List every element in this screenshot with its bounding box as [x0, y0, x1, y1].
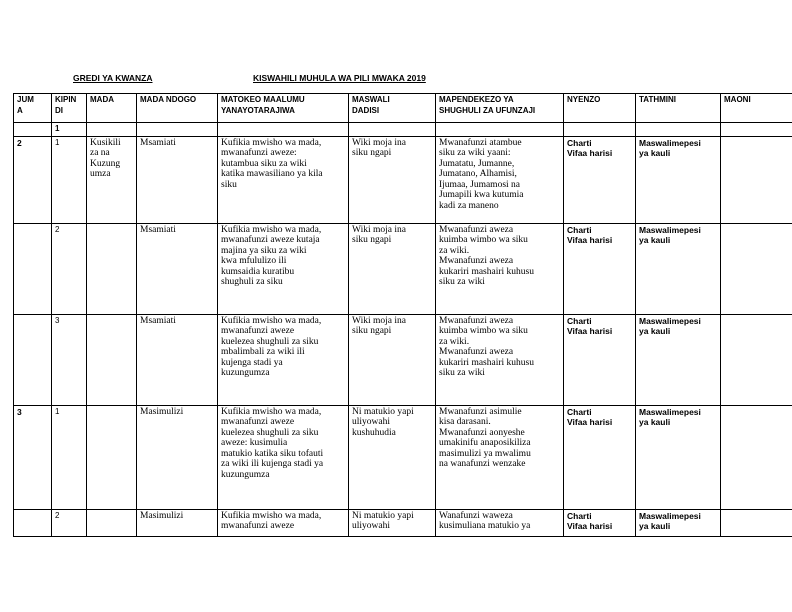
subtopic-cell: Msamiati	[137, 136, 218, 223]
cell-line: Kusikili	[90, 137, 121, 148]
header-line: MADA NDOGO	[140, 95, 197, 104]
subheader-cell	[564, 123, 636, 137]
subtopic-cell: Masimulizi	[137, 405, 218, 509]
cell-line: Charti	[567, 315, 592, 326]
resources-cell	[564, 223, 636, 314]
resources-cell	[564, 509, 636, 536]
header-line: MASWALI	[352, 95, 390, 104]
cell-line: kuimba wimbo wa siku	[439, 326, 528, 336]
cell-line: Vifaa harisi	[567, 148, 613, 158]
table-row	[14, 223, 792, 314]
cell-line: Wiki moja ina	[352, 224, 406, 235]
cell-line: mwanafunzi aweze:	[221, 148, 297, 158]
activities-cell	[436, 509, 564, 536]
subheader-kipindi: 1	[52, 123, 87, 137]
remarks-cell	[721, 223, 792, 314]
scheme-of-work-table	[13, 93, 792, 537]
inquiry-questions-cell	[349, 509, 436, 536]
outcomes-cell	[218, 314, 349, 405]
assessment-cell	[636, 136, 721, 223]
cell-line: mbalimbali za wiki ili	[221, 347, 305, 357]
week-cell	[14, 314, 52, 405]
lesson-cell: 3	[52, 314, 87, 405]
outcomes-cell	[218, 223, 349, 314]
topic-cell	[87, 509, 137, 536]
cell-line: Jumapili kwa kutumia	[439, 190, 524, 200]
cell-line: Vifaa harisi	[567, 521, 613, 531]
cell-line: Kufikia mwisho wa mada,	[221, 224, 322, 235]
cell-line: Kufikia mwisho wa mada,	[221, 315, 322, 326]
cell-line: uliyowahi	[352, 417, 390, 427]
cell-line: kukariri mashairi kuhusu	[439, 266, 534, 277]
cell-line: na wanafunzi wenzake	[439, 459, 526, 469]
header-line: TATHMINI	[639, 95, 677, 104]
lesson-cell: 1	[52, 136, 87, 223]
remarks-cell	[721, 136, 792, 223]
cell-line: uliyowahi	[352, 521, 390, 531]
subheader-cell	[721, 123, 792, 137]
subheader-cell	[218, 123, 349, 137]
cell-line: mwanafunzi aweze	[221, 417, 295, 427]
col-mada-ndogo-header	[137, 94, 218, 123]
cell-line: kisa darasani.	[439, 417, 491, 427]
cell-line: Vifaa harisi	[567, 417, 613, 427]
cell-line: Maswalimepesi	[639, 224, 701, 235]
assessment-cell	[636, 405, 721, 509]
subheader-cell	[636, 123, 721, 137]
cell-line: katika mawasiliano ya kila	[221, 169, 323, 179]
cell-line: Wanafunzi waweza	[439, 510, 513, 521]
col-maoni-header	[721, 94, 792, 123]
header-line: NYENZO	[567, 95, 601, 104]
cell-line: Kufikia mwisho wa mada,	[221, 510, 322, 521]
subheader-cell	[436, 123, 564, 137]
cell-line: siku ngapi	[352, 148, 392, 158]
header-line: YANAYOTARAJIWA	[221, 105, 295, 115]
cell-line: siku ngapi	[352, 326, 392, 336]
cell-line: kuzungumza	[221, 368, 270, 378]
inquiry-questions-cell	[349, 223, 436, 314]
cell-line: Maswalimepesi	[639, 315, 701, 326]
cell-line: kuelezea shughuli za siku	[221, 427, 319, 438]
subtopic-cell: Msamiati	[137, 223, 218, 314]
cell-line: ya kauli	[639, 326, 671, 336]
cell-line: Charti	[567, 406, 592, 417]
cell-line: siku	[221, 179, 237, 190]
assessment-cell	[636, 314, 721, 405]
table-row	[14, 136, 792, 223]
header-line: JUM	[17, 95, 34, 104]
cell-line: siku za wiki	[439, 368, 485, 378]
subheader-cell	[349, 123, 436, 137]
cell-line: mwanafunzi aweze	[221, 521, 295, 531]
subtopic-cell: Msamiati	[137, 314, 218, 405]
cell-line: kushuhudia	[352, 427, 396, 438]
outcomes-cell	[218, 136, 349, 223]
activities-cell	[436, 136, 564, 223]
cell-line: kuelezea shughuli za siku	[221, 336, 319, 347]
col-mapendekezo-header	[436, 94, 564, 123]
cell-line: Kufikia mwisho wa mada,	[221, 137, 322, 148]
header-line: DI	[55, 105, 63, 115]
week-cell: 3	[14, 405, 52, 509]
cell-line: umza	[90, 169, 111, 179]
cell-line: kumsaidia kuratibu	[221, 266, 295, 277]
table-row	[14, 314, 792, 405]
week-cell	[14, 509, 52, 536]
cell-line: siku ngapi	[352, 235, 392, 245]
cell-line: matukio katika siku tofauti	[221, 448, 324, 459]
outcomes-cell	[218, 509, 349, 536]
cell-line: kadi za maneno	[439, 200, 499, 211]
topic-cell	[87, 314, 137, 405]
cell-line: Maswalimepesi	[639, 406, 701, 417]
table-row	[14, 509, 792, 536]
remarks-cell	[721, 314, 792, 405]
table-row	[14, 405, 792, 509]
cell-line: kukariri mashairi kuhusu	[439, 357, 534, 368]
cell-line: umakinifu anaposikiliza	[439, 438, 531, 448]
cell-line: Charti	[567, 224, 592, 235]
subheader-cell	[137, 123, 218, 137]
cell-line: Mwanafunzi asimulie	[439, 406, 522, 417]
cell-line: Kufikia mwisho wa mada,	[221, 406, 322, 417]
cell-line: Vifaa harisi	[567, 235, 613, 245]
cell-line: mwanafunzi aweze	[221, 326, 295, 336]
cell-line: mwanafunzi aweze kutaja	[221, 235, 320, 245]
assessment-cell	[636, 223, 721, 314]
resources-cell	[564, 136, 636, 223]
col-mada-header	[87, 94, 137, 123]
cell-line: majina ya siku za wiki	[221, 245, 307, 256]
cell-line: Jumatano, Alhamisi,	[439, 169, 517, 179]
cell-line: Kuzung	[90, 158, 121, 169]
cell-line: masimulizi ya mwalimu	[439, 448, 531, 459]
subheader-cell	[87, 123, 137, 137]
topic-cell	[87, 136, 137, 223]
cell-line: kusimuliana matukio ya	[439, 521, 531, 531]
cell-line: Vifaa harisi	[567, 326, 613, 336]
remarks-cell	[721, 509, 792, 536]
lesson-cell: 1	[52, 405, 87, 509]
cell-line: za wiki ili kujenga stadi ya	[221, 459, 324, 469]
header-row	[14, 94, 792, 123]
header-line: SHUGHULI ZA UFUNZAJI	[439, 105, 536, 115]
cell-line: Mwanafunzi aweza	[439, 315, 514, 326]
cell-line: Ni matukio yapi	[352, 510, 414, 521]
cell-line: Maswalimepesi	[639, 137, 701, 148]
cell-line: Charti	[567, 137, 592, 148]
col-jum-a-header	[14, 94, 52, 123]
cell-line: za na	[90, 148, 110, 158]
activities-cell	[436, 405, 564, 509]
subheader-row	[14, 123, 792, 137]
inquiry-questions-cell	[349, 136, 436, 223]
cell-line: Charti	[567, 510, 592, 521]
resources-cell	[564, 405, 636, 509]
header-line: DADISI	[352, 105, 380, 115]
col-kipindi-header	[52, 94, 87, 123]
cell-line: Mwanafunzi atambue	[439, 137, 522, 148]
cell-line: shughuli za siku	[221, 277, 283, 287]
cell-line: Ijumaa, Jumamosi na	[439, 179, 520, 190]
cell-line: Maswalimepesi	[639, 510, 701, 521]
cell-line: Mwanafunzi aweza	[439, 347, 514, 357]
cell-line: ya kauli	[639, 148, 671, 158]
cell-line: siku za wiki	[439, 277, 485, 287]
col-maswali-header	[349, 94, 436, 123]
header-line: MAONI	[724, 95, 751, 104]
cell-line: za wiki.	[439, 336, 470, 347]
header-line: MATOKEO MAALUMU	[221, 95, 305, 104]
topic-cell	[87, 405, 137, 509]
header-line: KIPIN	[55, 95, 77, 104]
resources-cell	[564, 314, 636, 405]
remarks-cell	[721, 405, 792, 509]
lesson-cell: 2	[52, 223, 87, 314]
grade-title: GREDI YA KWANZA	[73, 73, 153, 83]
cell-line: ya kauli	[639, 521, 671, 531]
cell-line: aweze: kusimulia	[221, 438, 288, 448]
cell-line: kutambua siku za wiki	[221, 158, 307, 169]
assessment-cell	[636, 509, 721, 536]
cell-line: Mwanafunzi aweza	[439, 224, 514, 235]
cell-line: Wiki moja ina	[352, 137, 406, 148]
inquiry-questions-cell	[349, 405, 436, 509]
col-matokeo-header	[218, 94, 349, 123]
cell-line: Mwanafunzi aweza	[439, 256, 514, 266]
week-cell	[14, 223, 52, 314]
cell-line: kuimba wimbo wa siku	[439, 235, 528, 245]
cell-line: siku za wiki yaani:	[439, 148, 511, 158]
cell-line: za wiki.	[439, 245, 470, 256]
cell-line: Wiki moja ina	[352, 315, 406, 326]
cell-line: Ni matukio yapi	[352, 406, 414, 417]
subheader-cell	[14, 123, 52, 137]
activities-cell	[436, 223, 564, 314]
cell-line: Jumatatu, Jumanne,	[439, 158, 515, 169]
header-line: A	[17, 105, 23, 115]
outcomes-cell	[218, 405, 349, 509]
activities-cell	[436, 314, 564, 405]
cell-line: kwa mfululizo ili	[221, 256, 287, 266]
cell-line: kujenga stadi ya	[221, 357, 283, 368]
col-tathmini-header	[636, 94, 721, 123]
lesson-cell: 2	[52, 509, 87, 536]
cell-line: ya kauli	[639, 417, 671, 427]
header-line: MADA	[90, 95, 114, 104]
cell-line: ya kauli	[639, 235, 671, 245]
subject-title: KISWAHILI MUHULA WA PILI MWAKA 2019	[253, 73, 426, 83]
inquiry-questions-cell	[349, 314, 436, 405]
week-cell: 2	[14, 136, 52, 223]
subtopic-cell: Masimulizi	[137, 509, 218, 536]
cell-line: Mwanafunzi aonyeshe	[439, 427, 525, 438]
col-nyenzo-header	[564, 94, 636, 123]
topic-cell	[87, 223, 137, 314]
cell-line: kuzungumza	[221, 469, 270, 480]
header-line: MAPENDEKEZO YA	[439, 95, 514, 104]
